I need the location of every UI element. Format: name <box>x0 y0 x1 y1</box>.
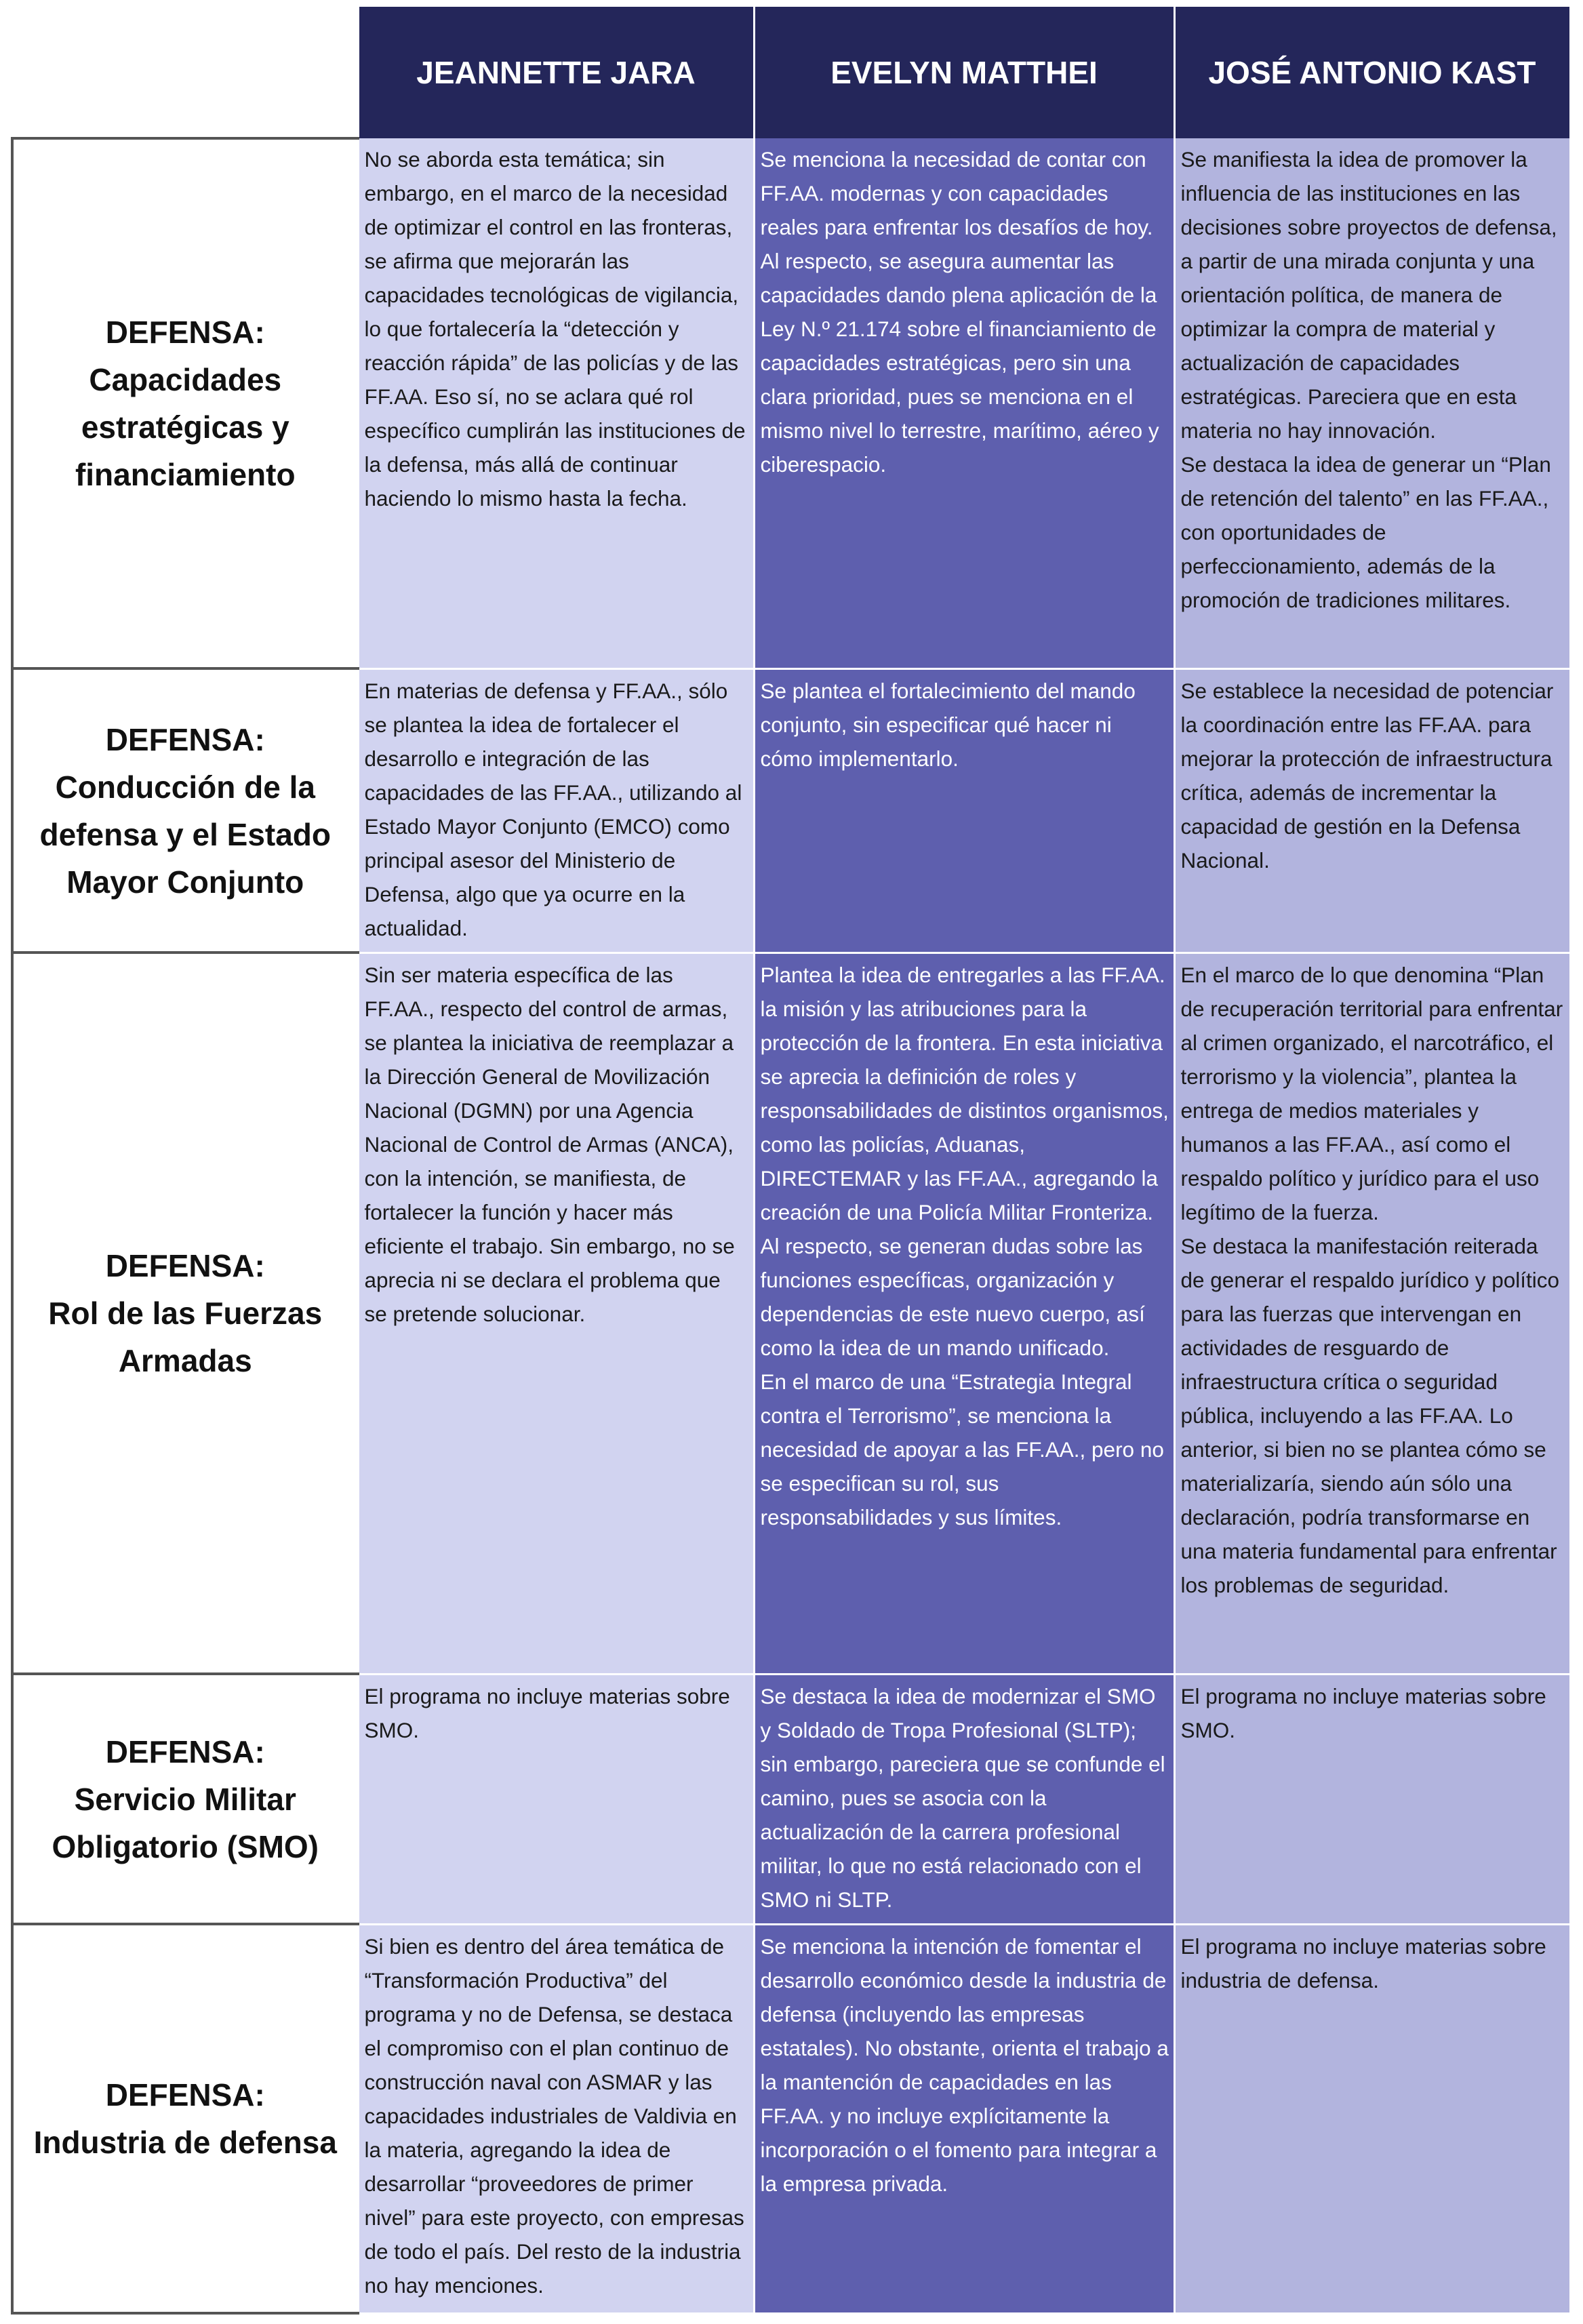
row-label-title: Servicio Militar Obligatorio (SMO) <box>52 1781 319 1864</box>
cell-text: En materias de defensa y FF.AA., sólo se plantea la idea de fortalecer el desarrollo e integración de las capacidades de las FF.AA., utilizando al Estado Mayor Conjunto (EMCO) como principal asesor del Ministerio de Defensa, algo que ya ocurre en la actualidad. <box>364 678 742 940</box>
cell-kast <box>1174 668 1570 953</box>
cell-text: El programa no incluye materias sobre SMO. <box>364 1683 730 1742</box>
cell-text: En el marco de lo que denomina “Plan de recuperación territorial para enfrentar al crimen organizado, el narcotráfico, el terrorismo y la violencia”, plantea la entrega de medios materiales y humanos a las FF.AA., así como el respaldo político y jurídico para el uso legítimo de la fuerza. <box>1180 962 1563 1224</box>
table-row-capacidades <box>12 138 1570 668</box>
cell-kast <box>1174 1924 1570 2313</box>
row-label <box>12 668 358 953</box>
row-label <box>12 1674 358 1924</box>
cell-text: Se menciona la intención de fomentar el desarrollo económico desde la industria de defensa (incluyendo las empresas estatales). No obstante, orienta el trabajo a la mantención de capacidades en las FF.AA. y no incluye explícitamente la incorporación o el fomento para integrar a la empresa privada. <box>760 1934 1169 2196</box>
comparison-table <box>11 7 1571 2315</box>
table-row-rol-ffaa <box>12 953 1570 1674</box>
cell-text: Se destaca la idea de modernizar el SMO y Soldado de Tropa Profesional (SLTP); sin embargo, pareciera que se confunde el camino, pues se asocia con la actualización de la carrera profesional militar, lo que no está relacionado con el SMO ni SLTP. <box>760 1683 1165 1912</box>
row-label-prefix: DEFENSA: <box>105 1734 265 1769</box>
cell-text: Plantea la idea de entregarles a las FF.AA. la misión y las atribuciones para la protección de la frontera. En esta iniciativa se aprecia la definición de roles y responsabilidades de distintos organismos, como las policías, Aduanas, DIRECTEMAR y las FF.AA., agregando la creación de una Policía Militar Fronteriza. Al respecto, se generan dudas sobre las funciones específicas, organización y dependencias de este nuevo cuerpo, así como la idea de un mando unificado. <box>760 962 1169 1360</box>
table-row-smo <box>12 1674 1570 1924</box>
cell-jara <box>358 1924 754 2313</box>
cell-text: El programa no incluye materias sobre SMO. <box>1180 1683 1546 1742</box>
cell-jara <box>358 668 754 953</box>
cell-text: Se menciona la necesidad de contar con FF.AA. modernas y con capacidades reales para enfrentar los desafíos de hoy. Al respecto, se asegura aumentar las capacidades dando plena aplicación de la Ley N.º 21.174 sobre el financiamiento de capacidades estratégicas, pero sin una clara prioridad, pues se menciona en el mismo nivel lo terrestre, marítimo, aéreo y ciberespacio. <box>760 147 1159 477</box>
cell-text: Se destaca la manifestación reiterada de generar el respaldo jurídico y político para las fuerzas que intervengan en actividades de resguardo de infraestructura crítica o seguridad pública, incluyendo a las FF.AA. Lo anterior, si bien no se plantea cómo se materializaría, siendo aún sólo una declaración, podría transformarse en una materia fundamental para enfrentar los problemas de seguridad. <box>1180 1233 1560 1597</box>
cell-kast <box>1174 1674 1570 1924</box>
row-label-prefix: DEFENSA: <box>105 315 265 350</box>
cell-kast <box>1174 953 1570 1674</box>
cell-matthei <box>754 953 1174 1674</box>
row-label-prefix: DEFENSA: <box>105 721 265 757</box>
cell-jara <box>358 138 754 668</box>
column-header-kast: JOSÉ ANTONIO KAST <box>1174 7 1570 138</box>
row-label-prefix: DEFENSA: <box>105 2077 265 2112</box>
cell-matthei <box>754 1924 1174 2313</box>
column-header-matthei: EVELYN MATTHEI <box>754 7 1174 138</box>
header-row <box>12 7 1570 138</box>
row-label-title: Rol de las Fuerzas Armadas <box>48 1296 323 1378</box>
cell-text: Sin ser materia específica de las FF.AA., respecto del control de armas, se plantea la iniciativa de reemplazar a la Dirección General de Movilización Nacional (DGMN) por una Agencia Nacional de Control de Armas (ANCA), con la intención, se manifiesta, de fortalecer la función y hacer más eficiente el trabajo. Sin embargo, no se aprecia ni se declara el problema que se pretende solucionar. <box>364 962 735 1326</box>
row-label <box>12 953 358 1674</box>
cell-text: Se establece la necesidad de potenciar la coordinación entre las FF.AA. para mejorar la protección de infraestructura crítica, además de incrementar la capacidad de gestión en la Defensa Nacional. <box>1180 678 1554 873</box>
table-row-conduccion <box>12 668 1570 953</box>
cell-text: No se aborda esta temática; sin embargo, en el marco de la necesidad de optimizar el control en las fronteras, se afirma que mejorarán las capacidades tecnológicas de vigilancia, lo que fortalecería la “detección y reacción rápida” de las policías y de las FF.AA. Eso sí, no se aclara qué rol específico cumplirán las instituciones de la defensa, más allá de continuar haciendo lo mismo hasta la fecha. <box>364 147 746 510</box>
cell-text: En el marco de una “Estrategia Integral contra el Terrorismo”, se menciona la necesidad de apoyar a las FF.AA., pero no se especifican su rol, sus responsabilidades y sus límites. <box>760 1369 1164 1529</box>
cell-text: Se plantea el fortalecimiento del mando conjunto, sin especificar qué hacer ni cómo implementarlo. <box>760 678 1136 771</box>
table-row-industria <box>12 1924 1570 2313</box>
cell-text: El programa no incluye materias sobre industria de defensa. <box>1180 1934 1546 1992</box>
cell-kast <box>1174 138 1570 668</box>
cell-text: Si bien es dentro del área temática de “Transformación Productiva” del programa y no de Defensa, se destaca el compromiso con el plan continuo de construcción naval con ASMAR y las capacidades industriales de Valdivia en la materia, agregando la idea de desarrollar “proveedores de primer nivel” para este proyecto, con empresas de todo el país. Del resto de la industria no hay menciones. <box>364 1934 744 2298</box>
cell-jara <box>358 953 754 1674</box>
cell-text: Se manifiesta la idea de promover la influencia de las instituciones en las decisiones sobre proyectos de defensa, a partir de una mirada conjunta y una orientación política, de manera de optimizar la compra de material y actualización de capacidades estratégicas. Pareciera que en esta materia no hay innovación. <box>1180 147 1557 443</box>
row-label-prefix: DEFENSA: <box>105 1248 265 1283</box>
cell-matthei <box>754 138 1174 668</box>
row-label-title: Industria de defensa <box>33 2125 337 2160</box>
column-header-jara: JEANNETTE JARA <box>358 7 754 138</box>
header-corner <box>12 7 358 138</box>
row-label <box>12 138 358 668</box>
cell-jara <box>358 1674 754 1924</box>
row-label <box>12 1924 358 2313</box>
cell-text: Se destaca la idea de generar un “Plan de retención del talento” en las FF.AA., con oportunidades de perfeccionamiento, además de la promoción de tradiciones militares. <box>1180 452 1551 612</box>
row-label-title: Conducción de la defensa y el Estado Mayor Conjunto <box>39 769 331 900</box>
cell-matthei <box>754 668 1174 953</box>
cell-matthei <box>754 1674 1174 1924</box>
row-label-title: Capacidades estratégicas y financiamiento <box>75 362 296 492</box>
